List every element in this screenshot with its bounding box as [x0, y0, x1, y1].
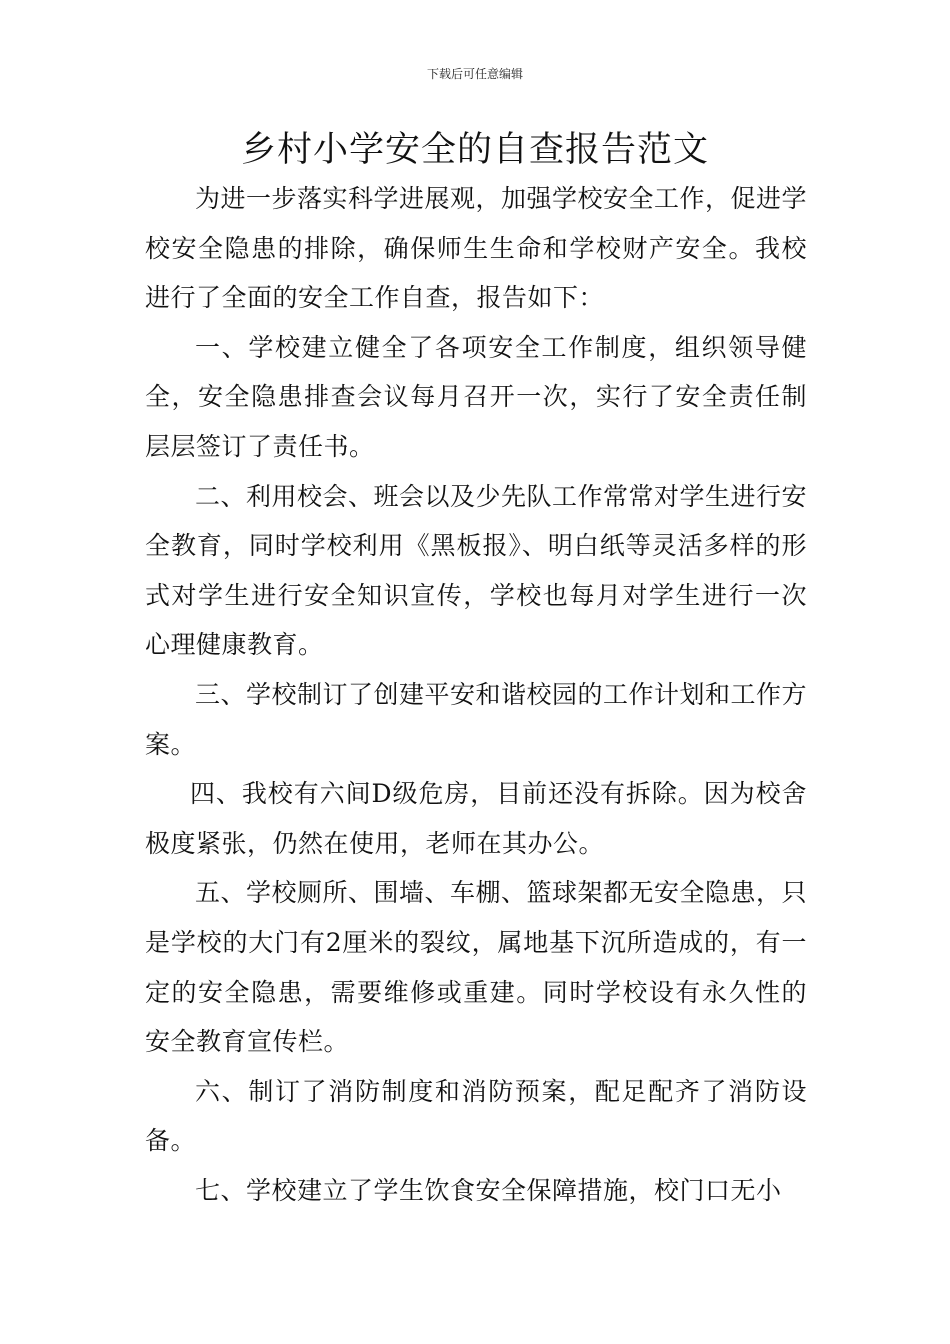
- page-header-note: 下载后可任意编辑: [426, 67, 523, 81]
- paragraph-item-1: 一、学校建立健全了各项安全工作制度，组织领导健全，安全隐患排查会议每月召开一次，实行了安全责任制层层签订了责任书。: [145, 332, 807, 461]
- paragraph-item-3: 三、学校制订了创建平安和谐校园的工作计划和工作方案。: [145, 679, 808, 759]
- paragraph-item-4: 四、我校有六间D级危房，目前还没有拆除。因为校舍极度紧张，仍然在使用，老师在其办公。: [145, 779, 807, 858]
- document-title: 乡村小学安全的自查报告范文: [240, 130, 709, 170]
- paragraph-item-7: 七、学校建立了学生饮食安全保障措施，校门口无小: [195, 1175, 782, 1205]
- paragraph-item-6: 六、制订了消防制度和消防预案，配足配齐了消防设备。: [145, 1076, 807, 1156]
- paragraph-item-2: 二、利用校会、班会以及少先队工作常常对学生进行安全教育，同时学校利用《黑板报》、明白纸等灵活多样的形式对学生进行安全知识宣传，学校也每月对学生进行一次心理健康教育。: [145, 481, 808, 660]
- paragraph-intro: 为进一步落实科学进展观，加强学校安全工作，促进学校安全隐患的排除，确保师生生命和学校财产安全。我校进行了全面的安全工作自查，报告如下：: [145, 184, 808, 313]
- document-body: [145, 174, 807, 1215]
- paragraph-item-5: 五、学校厕所、围墙、车棚、篮球架都无安全隐患，只是学校的大门有2厘米的裂纹，属地基下沉所造成的，有一定的安全隐患，需要维修或重建。同时学校设有永久性的安全教育宣传栏。: [145, 878, 808, 1057]
